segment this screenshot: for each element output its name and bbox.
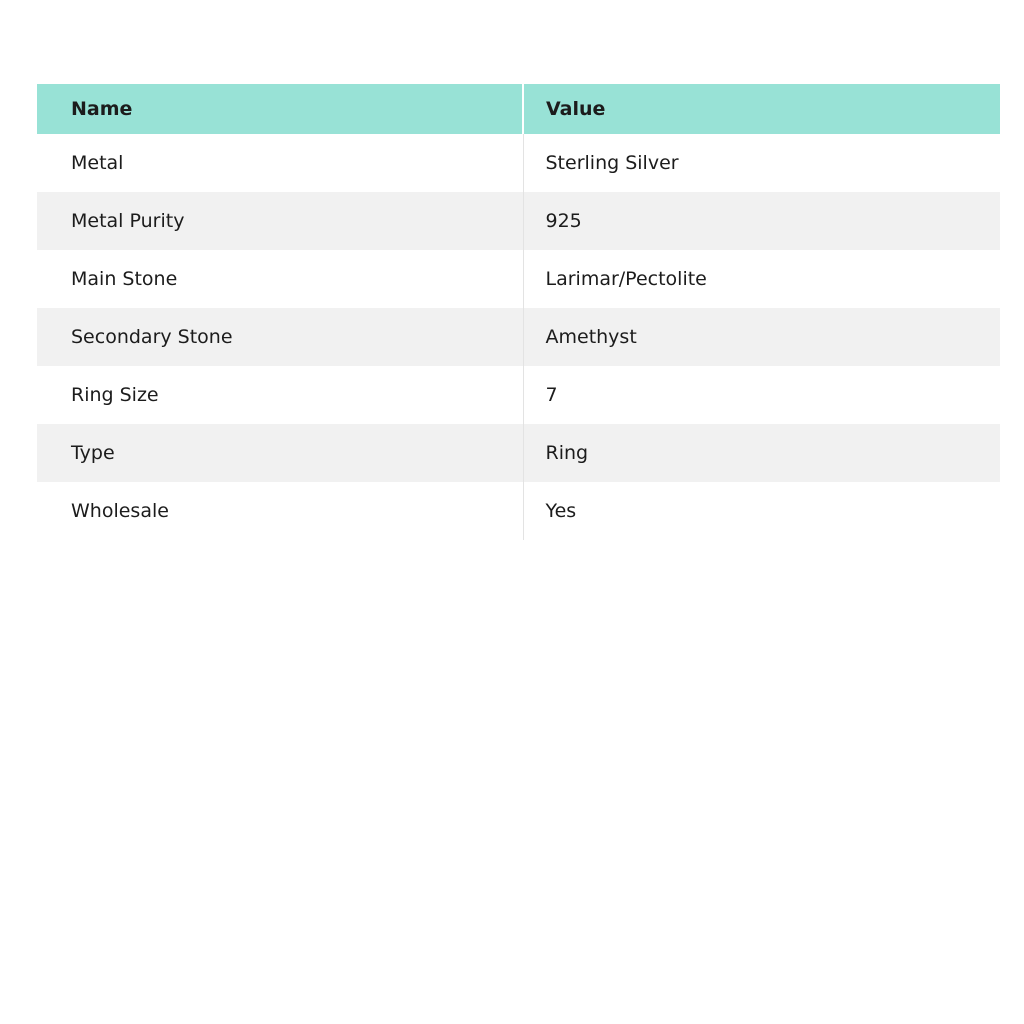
- attribute-value-cell: 7: [523, 366, 1000, 424]
- attribute-value-cell: 925: [523, 192, 1000, 250]
- attribute-name-cell: Ring Size: [71, 384, 159, 406]
- attribute-value-cell: Ring: [523, 424, 1000, 482]
- attribute-value-cell: Yes: [523, 482, 1000, 540]
- attribute-value-cell: Larimar/Pectolite: [523, 250, 1000, 308]
- column-header-name: Name: [37, 84, 523, 134]
- attribute-name-cell: Main Stone: [71, 268, 178, 290]
- table-row: [37, 308, 1000, 366]
- table-row: [37, 192, 1000, 250]
- table-row: [37, 250, 1000, 308]
- attribute-name-cell: Metal Purity: [71, 210, 185, 232]
- table-row: [37, 134, 1000, 192]
- column-header-value: Value: [523, 84, 1000, 134]
- attributes-table: [37, 84, 1000, 540]
- attribute-value-cell: Sterling Silver: [523, 134, 1000, 192]
- table-row: [37, 482, 1000, 540]
- attribute-name-cell: Wholesale: [71, 500, 169, 522]
- table-row: [37, 366, 1000, 424]
- table-header: [37, 84, 1000, 134]
- table-header-row: [37, 84, 1000, 134]
- attribute-name-cell: Type: [71, 442, 115, 464]
- attribute-name-cell: Metal: [71, 152, 124, 174]
- attribute-name-cell: Secondary Stone: [71, 326, 233, 348]
- attributes-table-body: [37, 134, 1000, 540]
- attribute-value-cell: Amethyst: [523, 308, 1000, 366]
- table-row: [37, 424, 1000, 482]
